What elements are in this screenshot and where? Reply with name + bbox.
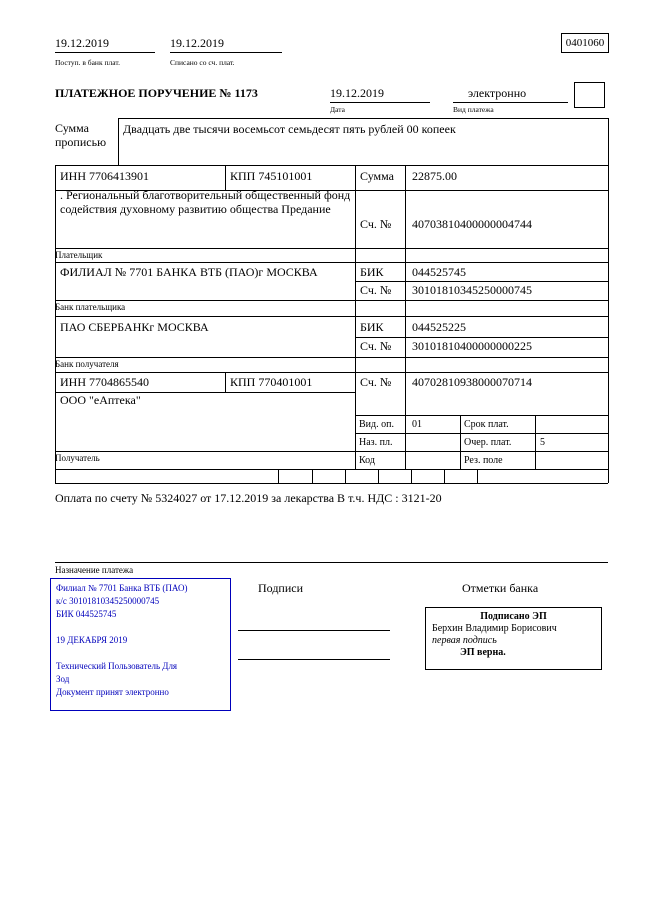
- signature-line: [238, 659, 390, 660]
- purpose-kind-label: Наз. пл.: [359, 437, 393, 448]
- reserve-label: Рез. поле: [464, 455, 503, 466]
- divider: [355, 165, 356, 469]
- payer-bank-section-label: Банк плательщика: [55, 302, 126, 312]
- bank-stamp-line: 19 ДЕКАБРЯ 2019: [56, 635, 128, 645]
- divider: [118, 118, 119, 165]
- bank-stamp-line: Филиал № 7701 Банка ВТБ (ПАО): [56, 583, 188, 593]
- payee-account-label: Сч. №: [360, 375, 392, 389]
- payer-bank-name: ФИЛИАЛ № 7701 БАНКА ВТБ (ПАО)г МОСКВА: [60, 265, 318, 279]
- divider: [278, 469, 279, 483]
- divider: [355, 415, 608, 416]
- divider: [411, 469, 412, 483]
- bank-stamp-line: [56, 621, 225, 634]
- divider: [55, 562, 608, 563]
- esign-title: Подписано ЭП: [480, 611, 547, 622]
- document-title: ПЛАТЕЖНОЕ ПОРУЧЕНИЕ № 1173: [55, 86, 258, 100]
- divider: [460, 415, 461, 469]
- signature-line: [238, 630, 390, 631]
- divider: [55, 262, 608, 263]
- bank-stamp-line: Документ принят электронно: [56, 687, 169, 697]
- op-kind-label: Вид. оп.: [359, 419, 394, 430]
- bank-stamp-line: к/с 30101810345250000745: [56, 596, 160, 606]
- bank-marks-label: Отметки банка: [462, 581, 539, 595]
- bank-stamp-line: Технический Пользователь Для: [56, 661, 178, 671]
- payer-bank-bik-label: БИК: [360, 265, 384, 279]
- esign-sub: первая подпись: [432, 635, 497, 646]
- purpose-text: Оплата по счету № 5324027 от 17.12.2019 за лекарства В т.ч. НДС : 3121-20: [55, 491, 442, 505]
- payer-bank-account: 30101810345250000745: [412, 283, 532, 297]
- divider: [477, 469, 478, 483]
- payee-inn: ИНН 7704865540: [60, 375, 149, 389]
- payment-kind: электронно: [453, 86, 568, 103]
- payee-bank-account-label: Сч. №: [360, 339, 392, 353]
- payee-bank-bik-label: БИК: [360, 320, 384, 334]
- amount-words-label: Сумма прописью: [55, 121, 107, 149]
- divider: [345, 469, 346, 483]
- header-empty-box: [574, 82, 605, 108]
- esign-box: [425, 607, 602, 670]
- payee-bank-bik: 044525225: [412, 320, 466, 334]
- bank-stamp-line: [56, 647, 225, 660]
- payer-account-label: Сч. №: [360, 217, 392, 231]
- bank-stamp: [50, 578, 231, 711]
- priority-label: Очер. плат.: [464, 437, 512, 448]
- divider: [55, 316, 608, 317]
- divider: [355, 337, 608, 338]
- received-date: 19.12.2019: [55, 36, 155, 53]
- divider: [55, 451, 608, 452]
- payee-bank-name: ПАО СБЕРБАНКг МОСКВА: [60, 320, 209, 334]
- divider: [55, 165, 56, 483]
- op-kind-value: 01: [412, 419, 422, 430]
- esign-verdict: ЭП верна.: [460, 647, 506, 658]
- payment-kind-label: Вид платежа: [453, 105, 494, 114]
- form-code-box: 0401060: [561, 33, 609, 53]
- payee-name: ООО "еАптека": [60, 393, 141, 407]
- payee-account: 40702810938000070714: [412, 375, 532, 389]
- received-date-label: Поступ. в банк плат.: [55, 58, 120, 67]
- payee-bank-account: 30101810400000000225: [412, 339, 532, 353]
- divider: [55, 483, 608, 484]
- amount-words: Двадцать две тысячи восемьсот семьдесят пять рублей 00 копеек: [123, 122, 456, 136]
- code-label: Код: [359, 455, 375, 466]
- document-date: 19.12.2019: [330, 86, 430, 103]
- divider: [225, 165, 226, 190]
- payer-bank-bik: 044525745: [412, 265, 466, 279]
- divider: [355, 433, 608, 434]
- esign-name: Берхин Владимир Борисович: [432, 623, 557, 634]
- sum-value: 22875.00: [412, 169, 457, 183]
- payer-account: 40703810400000004744: [412, 217, 532, 231]
- divider: [535, 415, 536, 469]
- divider: [55, 372, 608, 373]
- debited-date-label: Списано со сч. плат.: [170, 58, 235, 67]
- payer-inn: ИНН 7706413901: [60, 169, 149, 183]
- debited-date: 19.12.2019: [170, 36, 282, 53]
- payer-bank-account-label: Сч. №: [360, 283, 392, 297]
- divider: [608, 118, 609, 483]
- payee-kpp: КПП 770401001: [230, 375, 313, 389]
- payer-kpp: КПП 745101001: [230, 169, 313, 183]
- payer-name: . Региональный благотворительный общественный фонд содействия духовному развитию общества Предание: [60, 188, 351, 216]
- divider: [378, 469, 379, 483]
- document-date-label: Дата: [330, 105, 345, 114]
- divider: [55, 469, 608, 470]
- purpose-label: Назначение платежа: [55, 565, 134, 575]
- payer-section-label: Плательщик: [55, 250, 103, 260]
- signatures-label: Подписи: [258, 581, 304, 595]
- divider: [355, 281, 608, 282]
- pay-term-label: Срок плат.: [464, 419, 509, 430]
- divider: [118, 118, 608, 119]
- divider: [444, 469, 445, 483]
- sum-label: Сумма: [360, 169, 394, 183]
- payee-section-label: Получатель: [55, 453, 100, 463]
- divider: [225, 372, 226, 392]
- divider: [55, 357, 608, 358]
- payee-bank-section-label: Банк получателя: [55, 359, 119, 369]
- divider: [312, 469, 313, 483]
- divider: [55, 165, 608, 166]
- bank-stamp-line: БИК 044525745: [56, 609, 117, 619]
- divider: [405, 165, 406, 469]
- priority-value: 5: [540, 437, 545, 448]
- divider: [55, 300, 608, 301]
- bank-stamp-line: Зод: [56, 674, 70, 684]
- divider: [55, 248, 608, 249]
